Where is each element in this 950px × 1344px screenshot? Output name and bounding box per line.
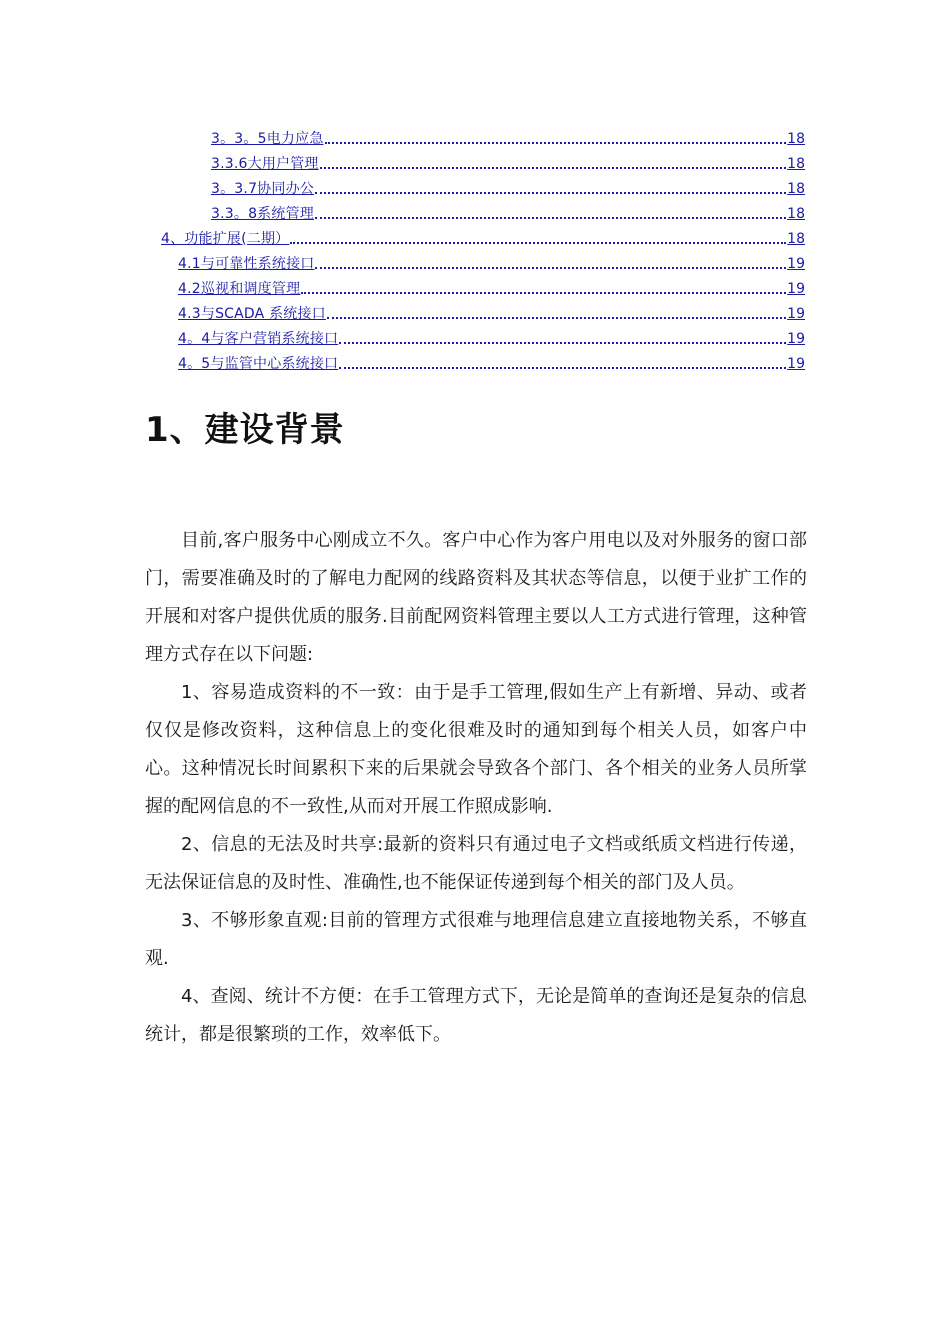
toc-entry-3-3-7[interactable]	[211, 176, 805, 198]
toc-entry-page: 19	[787, 356, 805, 372]
toc-leader-dots	[290, 242, 786, 244]
toc-entry-page: 19	[787, 256, 805, 272]
toc-entry-title: 4.1与可靠性系统接口	[178, 256, 315, 272]
toc-entry-title: 3.3。8系统管理	[211, 206, 314, 222]
toc-entry-title: 4.2巡视和调度管理	[178, 281, 301, 297]
toc-entry-page: 18	[787, 131, 805, 147]
section-body	[145, 522, 807, 1054]
toc-entry-page: 19	[787, 306, 805, 322]
toc-entry-3-3-8[interactable]	[211, 201, 805, 223]
toc-entry-page: 19	[787, 331, 805, 347]
toc-leader-dots	[315, 217, 786, 219]
paragraph-issue-3: 3、不够形象直观:目前的管理方式很难与地理信息建立直接地物关系，不够直观.	[145, 910, 807, 969]
toc-leader-dots	[315, 192, 786, 194]
toc-leader-dots	[339, 342, 786, 344]
toc-entry-title: 3.3.6大用户管理	[211, 156, 319, 172]
toc-entry-4-2[interactable]	[178, 276, 805, 298]
toc-entry-4-3[interactable]	[178, 301, 805, 323]
toc-entry-page: 19	[787, 281, 805, 297]
toc-leader-dots	[320, 167, 787, 169]
toc-leader-dots	[327, 317, 786, 319]
toc-entry-page: 18	[787, 206, 805, 222]
toc-entry-title: 4。5与监管中心系统接口	[178, 356, 339, 372]
toc-entry-title: 3。3。5电力应急	[211, 131, 324, 147]
toc-entry-4-4[interactable]	[178, 326, 805, 348]
paragraph-issue-1: 1、容易造成资料的不一致：由于是手工管理,假如生产上有新增、异动、或者仅仅是修改资料，这种信息上的变化很难及时的通知到每个相关人员，如客户中心。这种情况长时间累积下来的后果就会导致各个部门、各个相关的业务人员所掌握的配网信息的不一致性,从而对开展工作照成影响.	[145, 682, 807, 817]
toc-entry-title: 4.3与SCADA 系统接口	[178, 306, 326, 322]
toc-entry-title: 3。3.7协同办公	[211, 181, 314, 197]
toc-entry-page: 18	[787, 156, 805, 172]
section-heading: 1、建设背景	[145, 410, 345, 450]
toc-leader-dots	[301, 292, 786, 294]
paragraph-intro: 目前,客户服务中心刚成立不久。客户中心作为客户用电以及对外服务的窗口部门，需要准确及时的了解电力配网的线路资料及其状态等信息，以便于业扩工作的开展和对客户提供优质的服务.目前配网资料管理主要以人工方式进行管理，这种管理方式存在以下问题:	[145, 530, 807, 665]
toc-entry-4[interactable]	[161, 226, 805, 248]
toc-leader-dots	[325, 142, 787, 144]
toc-entry-page: 18	[787, 181, 805, 197]
toc-entry-3-3-6[interactable]	[211, 151, 805, 173]
paragraph-issue-4: 4、查阅、统计不方便：在手工管理方式下，无论是简单的查询还是复杂的信息统计，都是很繁琐的工作，效率低下。	[145, 986, 807, 1045]
toc-entry-title: 4、功能扩展(二期）	[161, 231, 290, 247]
toc-entry-title: 4。4与客户营销系统接口	[178, 331, 339, 347]
toc-entry-4-5[interactable]	[178, 351, 805, 373]
toc-leader-dots	[339, 367, 786, 369]
toc-entry-page: 18	[787, 231, 805, 247]
toc-entry-4-1[interactable]	[178, 251, 805, 273]
paragraph-issue-2: 2、信息的无法及时共享:最新的资料只有通过电子文档或纸质文档进行传递，无法保证信息的及时性、准确性,也不能保证传递到每个相关的部门及人员。	[145, 834, 807, 893]
toc-leader-dots	[315, 267, 786, 269]
toc-entry-3-3-5[interactable]	[211, 126, 805, 148]
